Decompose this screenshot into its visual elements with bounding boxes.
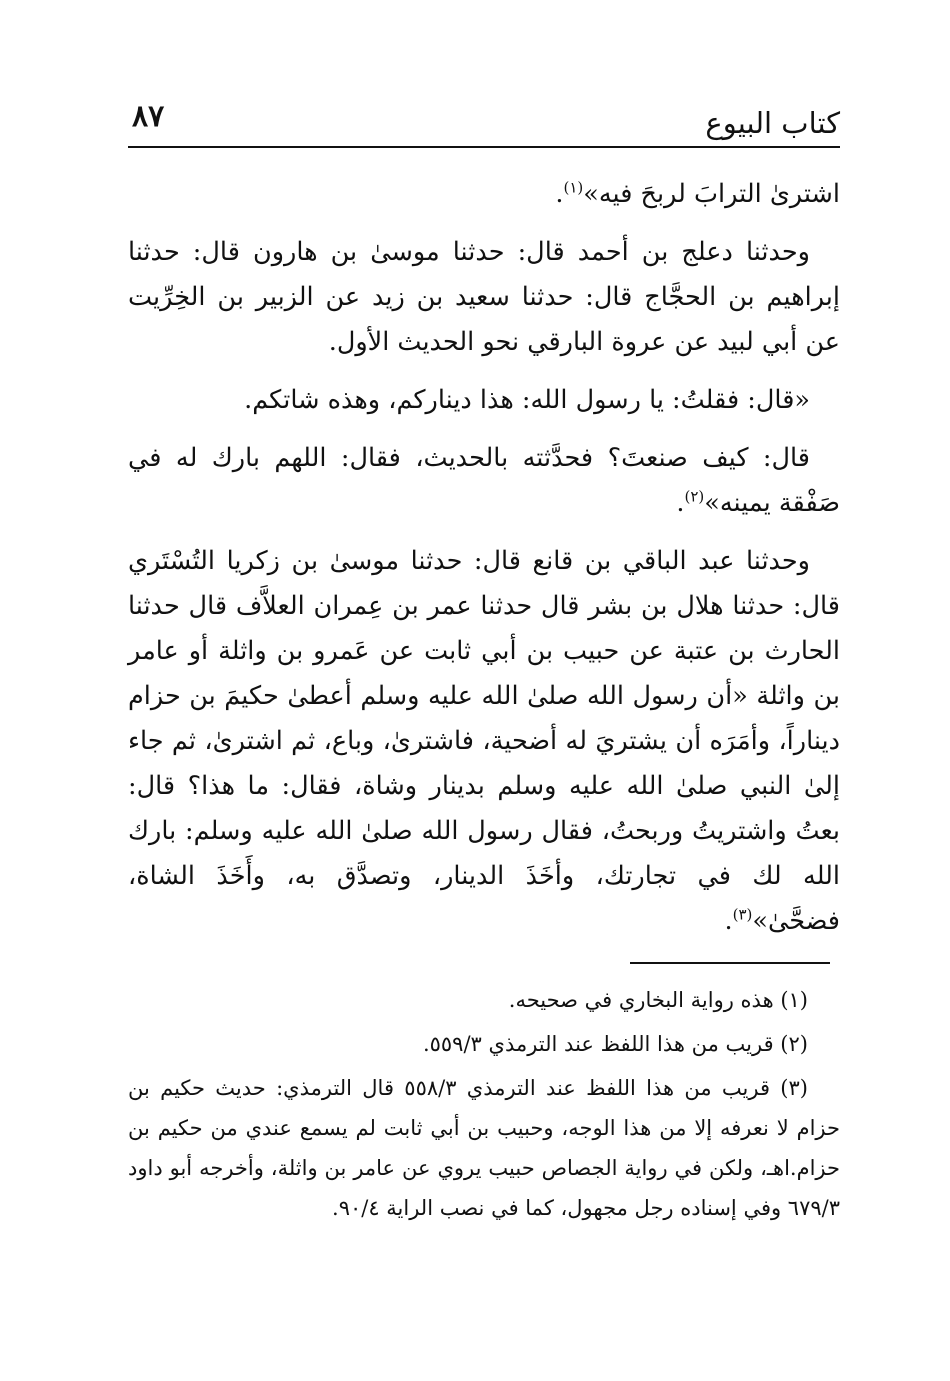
footnote-ref: (٢) — [684, 487, 705, 506]
footnote-separator — [630, 962, 830, 964]
paragraph-text: اشترىٰ الترابَ لربحَ فيه» — [583, 179, 840, 209]
paragraph-tail: . — [724, 906, 733, 936]
paragraph — [128, 172, 840, 217]
footnote: (٣) قريب من هذا اللفظ عند الترمذي ٥٥٨/٣ قال الترمذي: حديث حكيم بن حزام لا نعرفه إلا من هذا الوجه، وحبيب بن أبي ثابت لم يسمع عندي من حكيم بن حزام.اهـ، ولكن في رواية الجصاص حبيب يروي عن عامر بن واثلة، وأخرجه أبو داود ٦٧٩/٣ وفي إسناده رجل مجهول، كما في نصب الراية ٩٠/٤. — [128, 1076, 840, 1220]
paragraph-text: وحدثنا عبد الباقي بن قانع قال: حدثنا موسىٰ بن زكريا التُسْتَري قال: حدثنا هلال بن بشر قال حدثنا عمر بن عِمران العلاَّف قال حدثنا الحارث بن عتبة عن حبيب بن أبي ثابت عن عَمرو بن واثلة أو عامر بن واثلة «أن رسول الله صلىٰ الله عليه وسلم أعطىٰ حكيمَ بن حزام ديناراً، وأمَرَه أن يشتريَ له أضحية، فاشترىٰ، وباع، ثم اشترىٰ، ثم جاء إلىٰ النبي صلىٰ الله عليه وسلم بدينار وشاة، فقال: ما هذا؟ قال: بعتُ واشتريتُ وربحتُ، فقال رسول الله صلىٰ الله عليه وسلم: بارك الله لك في تجارتك، وأخَذَ الدينار، وتصدَّق به، وأَخَذَ الشاة، فضحَّىٰ» — [128, 546, 840, 936]
footnote-ref: (٣) — [732, 905, 753, 924]
paragraph-text: وحدثنا دعلج بن أحمد قال: حدثنا موسىٰ بن هارون قال: حدثنا إبراهيم بن الحجَّاج قال: حدثنا سعيد بن زيد عن الزبير بن الخِرِّيت عن أبي لبيد عن عروة البارقي نحو الحديث الأول. — [128, 237, 840, 357]
paragraph — [128, 230, 840, 365]
paragraph — [128, 436, 840, 526]
footnote: (١) هذه رواية البخاري في صحيحه. — [508, 988, 808, 1012]
paragraph-tail: . — [555, 179, 564, 209]
main-text — [128, 172, 840, 957]
footnote: (٢) قريب من هذا اللفظ عند الترمذي ٥٥٩/٣. — [422, 1032, 808, 1056]
paragraph-tail: . — [676, 488, 685, 518]
footnotes — [128, 980, 840, 1232]
footnote-ref: (١) — [563, 178, 584, 197]
paragraph-text: قال: كيف صنعتَ؟ فحدَّثته بالحديث، فقال: اللهم بارك له في صَفْقة يمينه» — [128, 443, 840, 518]
paragraph-text: «قال: فقلتُ: يا رسول الله: هذا ديناركم، وهذه شاتكم. — [244, 385, 810, 415]
chapter-title: كتاب البيوع — [705, 106, 840, 140]
paragraph — [128, 378, 840, 423]
page-number: ٨٧ — [132, 99, 165, 134]
running-header — [128, 90, 840, 148]
paragraph — [128, 539, 840, 944]
